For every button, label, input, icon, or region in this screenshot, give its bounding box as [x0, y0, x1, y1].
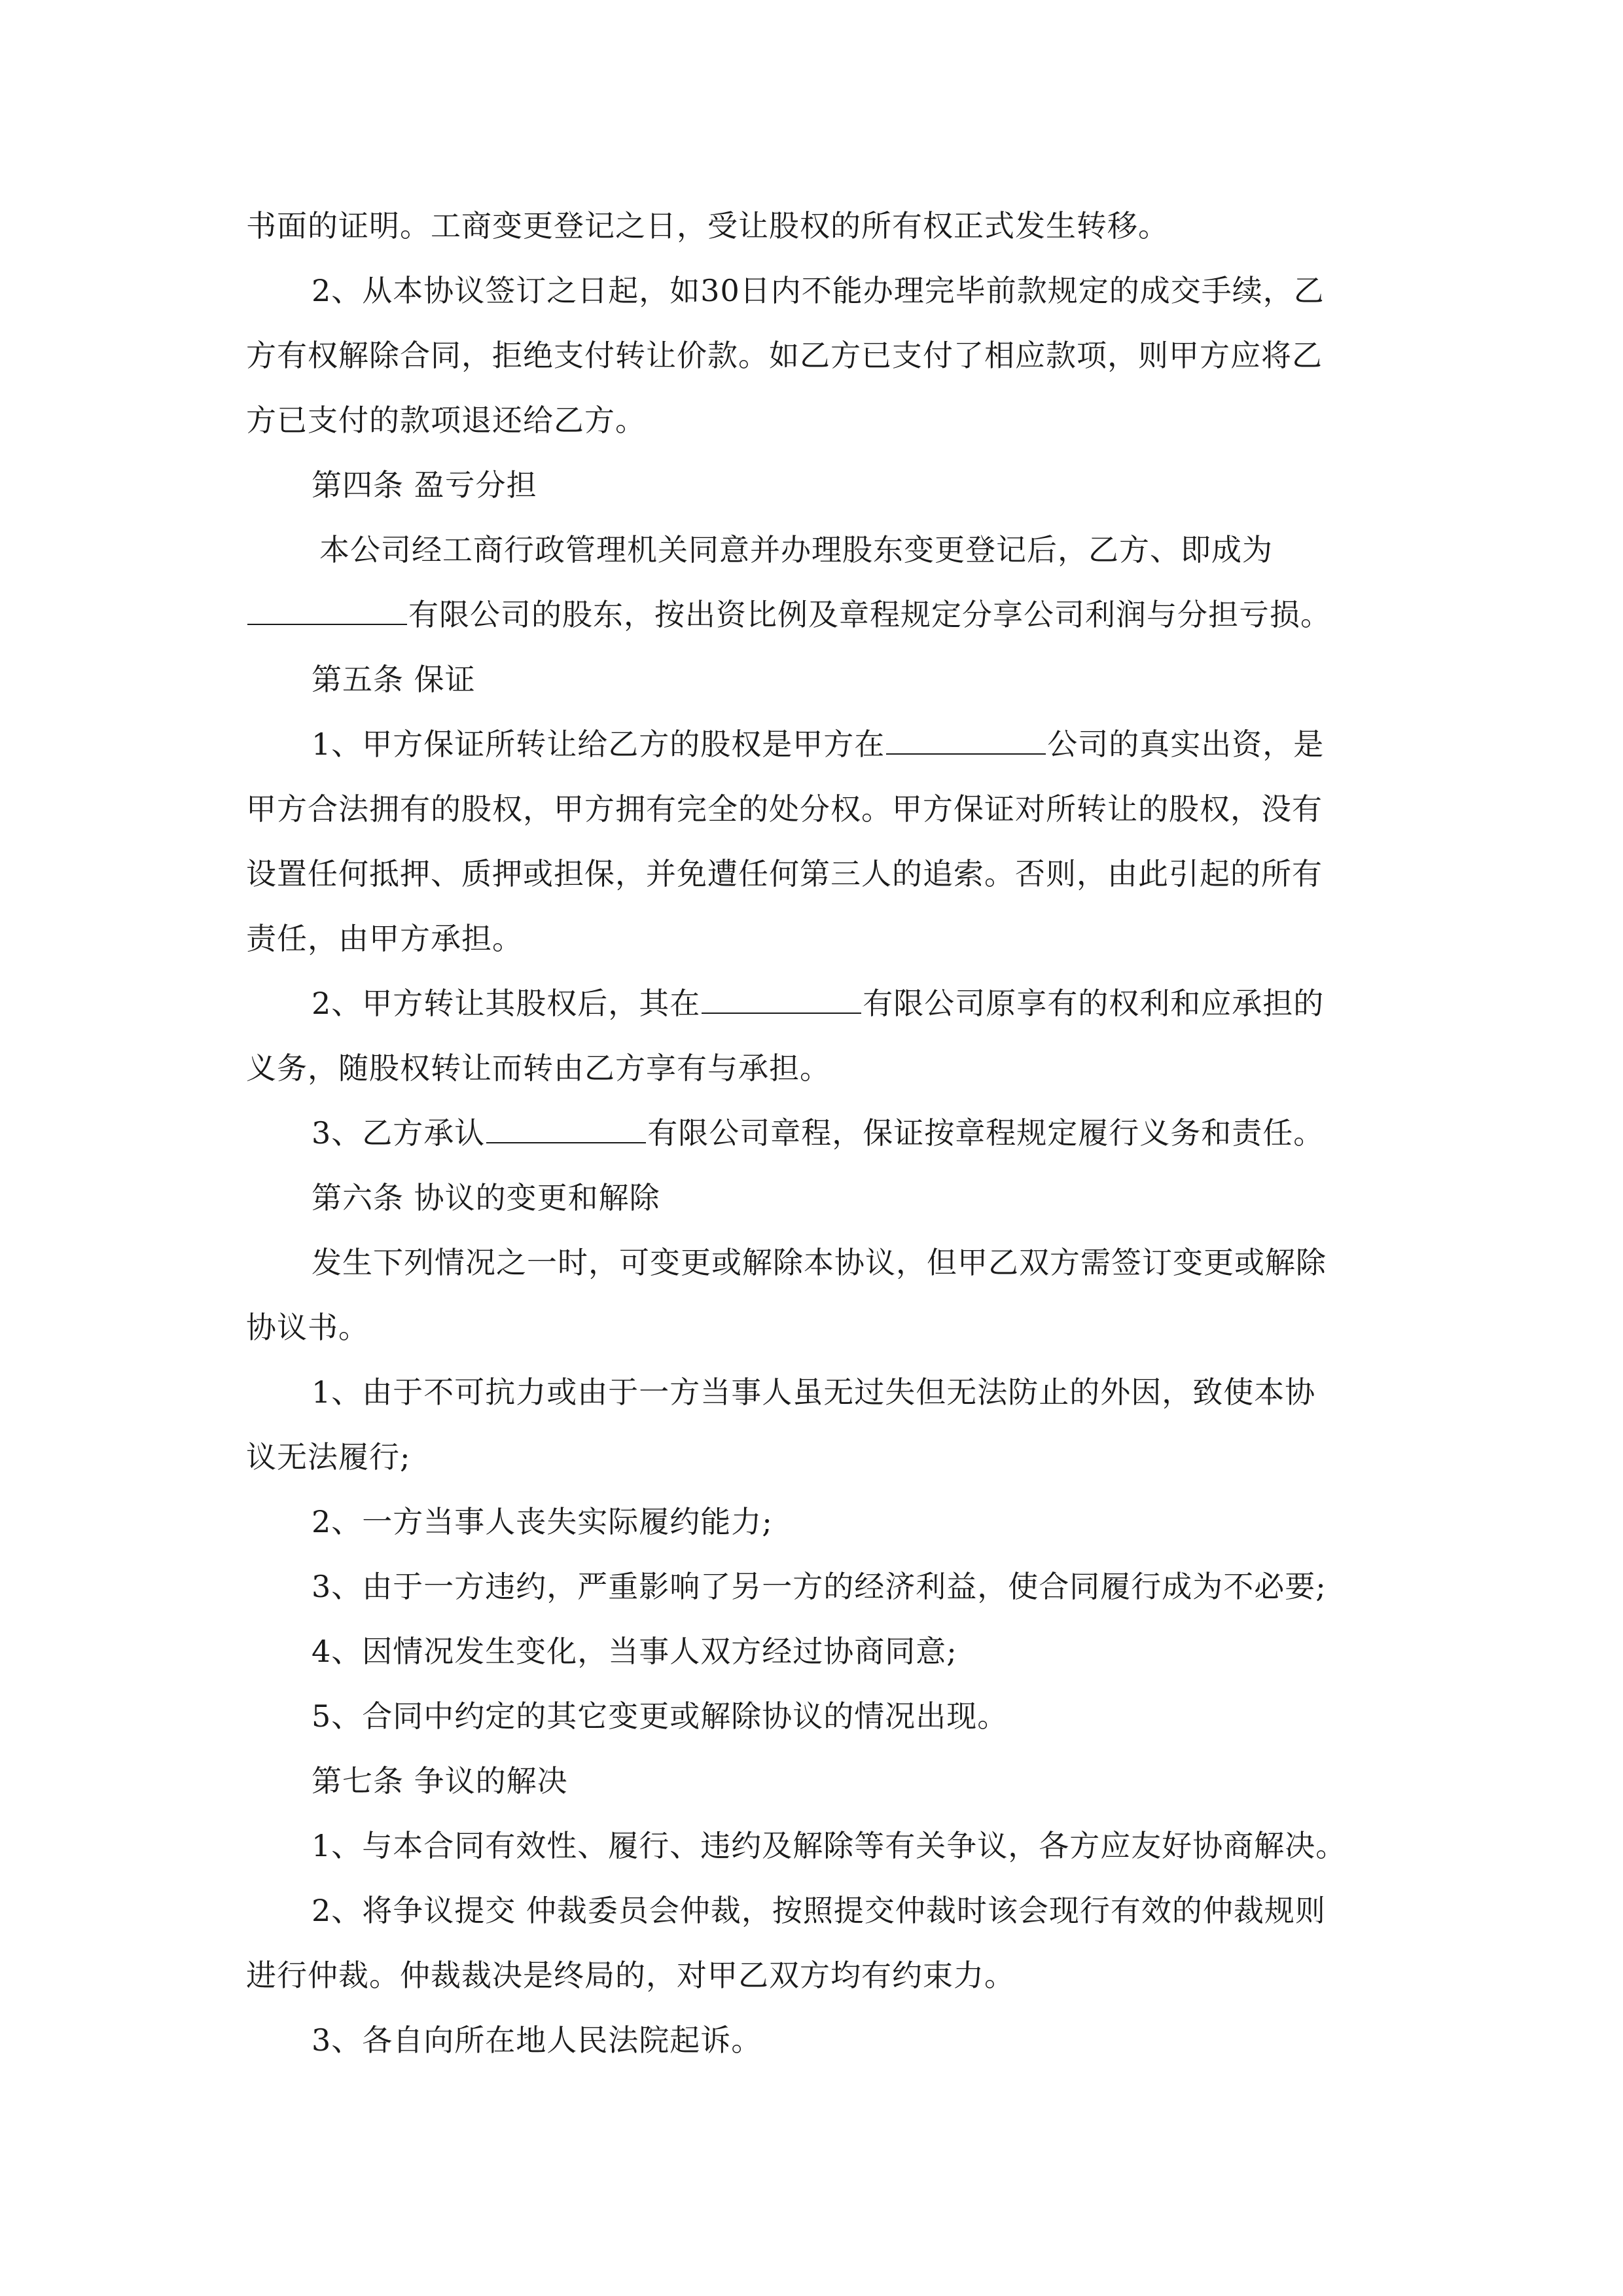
section-heading-7: 第七条 争议的解决 — [312, 1763, 568, 1799]
fill-in-blank[interactable] — [886, 727, 1046, 755]
line-text-post: 有限公司的股东，按出资比例及章程规定分享公司利润与分担亏损。 — [408, 597, 1331, 632]
section-heading-4: 第四条 盈亏分担 — [312, 467, 537, 503]
text-line: 义务，随股权转让而转由乙方享有与承担。 — [246, 1050, 830, 1086]
text-line: 书面的证明。工商变更登记之日，受让股权的所有权正式发生转移。 — [246, 208, 1169, 243]
line-text-pre: 2、甲方转让其股权后，其在 — [312, 986, 701, 1021]
fill-in-blank[interactable] — [247, 598, 407, 625]
text-line: 协议书。 — [246, 1310, 369, 1345]
text-line: 1、由于不可抗力或由于一方当事人虽无过失但无法防止的外因，致使本协 — [312, 1374, 1316, 1410]
line-text-post: 公司的真实出资，是 — [1047, 726, 1325, 762]
line-text-post: 有限公司原享有的权利和应承担的 — [863, 986, 1325, 1021]
section-heading-5: 第五条 保证 — [312, 662, 476, 697]
text-line: 设置任何抵押、质押或担保，并免遭任何第三人的追索。否则，由此引起的所有 — [246, 856, 1323, 891]
line-text-post: 有限公司章程，保证按章程规定履行义务和责任。 — [647, 1115, 1325, 1151]
text-line: 5、合同中约定的其它变更或解除协议的情况出现。 — [312, 1698, 1008, 1734]
fill-in-blank[interactable] — [702, 986, 861, 1014]
text-line: 2、一方当事人丧失实际履约能力; — [312, 1504, 773, 1539]
text-line: 2、从本协议签订之日起，如30日内不能办理完毕前款规定的成交手续，乙 — [312, 273, 1325, 308]
text-line: 方已支付的款项退还给乙方。 — [246, 403, 646, 438]
text-line-with-blank — [246, 971, 1387, 1036]
text-line: 方有权解除合同，拒绝支付转让价款。如乙方已支付了相应款项，则甲方应将乙 — [246, 338, 1323, 373]
text-line: 3、由于一方违约，严重影响了另一方的经济利益，使合同履行成为不必要; — [312, 1569, 1327, 1604]
text-line: 本公司经工商行政管理机关同意并办理股东变更登记后，乙方、即成为 — [319, 532, 1273, 567]
text-line: 3、各自向所在地人民法院起诉。 — [312, 2022, 762, 2058]
line-text-pre: 1、甲方保证所转让给乙方的股权是甲方在 — [312, 726, 885, 762]
fill-in-blank[interactable] — [486, 1116, 646, 1143]
text-line: 责任，由甲方承担。 — [246, 921, 523, 956]
text-line: 进行仲裁。仲裁裁决是终局的，对甲乙双方均有约束力。 — [246, 1958, 1015, 1993]
text-line: 2、将争议提交 仲裁委员会仲裁，按照提交仲裁时该会现行有效的仲裁规则 — [312, 1893, 1326, 1928]
text-line: 1、与本合同有效性、履行、违约及解除等有关争议，各方应友好协商解决。 — [312, 1828, 1347, 1863]
section-heading-6: 第六条 协议的变更和解除 — [312, 1180, 660, 1215]
text-line-with-blank — [246, 712, 1387, 777]
document-body — [246, 194, 1387, 2073]
line-text-pre: 3、乙方承认 — [312, 1115, 486, 1151]
text-line-with-blank — [246, 583, 1387, 647]
text-line-with-blank — [246, 1101, 1387, 1166]
text-line: 发生下列情况之一时，可变更或解除本协议，但甲乙双方需签订变更或解除 — [312, 1245, 1327, 1280]
text-line: 4、因情况发生变化，当事人双方经过协商同意; — [312, 1634, 957, 1669]
text-line: 甲方合法拥有的股权，甲方拥有完全的处分权。甲方保证对所转让的股权，没有 — [246, 791, 1323, 827]
text-line: 议无法履行; — [246, 1439, 411, 1475]
